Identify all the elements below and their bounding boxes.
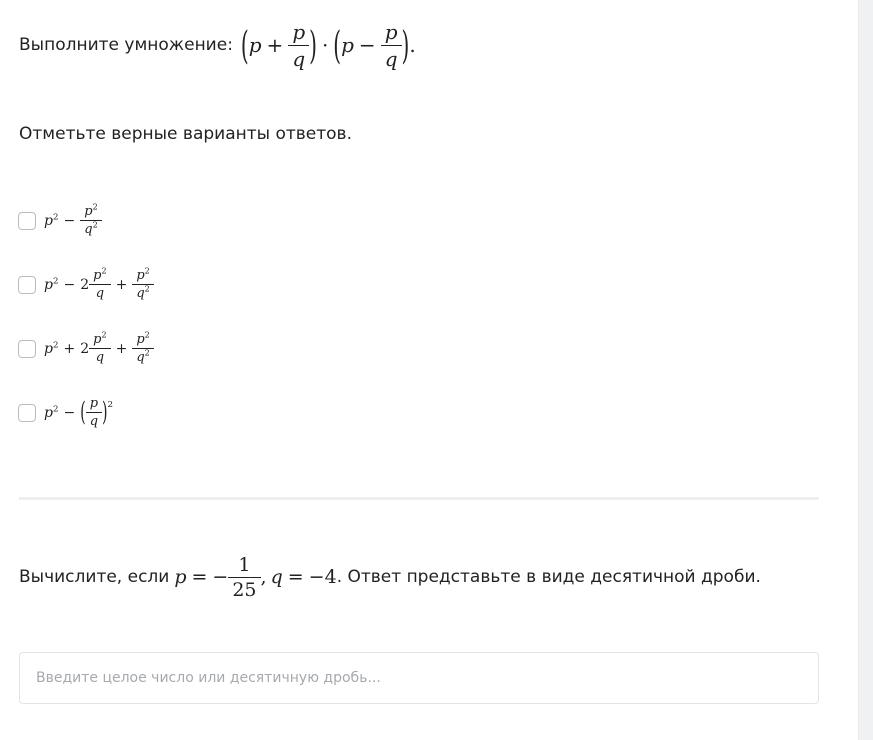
- question-2-suffix: . Ответ представьте в виде десятичной дроби.: [336, 567, 761, 587]
- option-3-checkbox[interactable]: [18, 340, 36, 358]
- answer-option-4[interactable]: [18, 396, 113, 429]
- question-2-expression: p = − $\frac{1}{25}$ , q = −4: [174, 553, 337, 601]
- question-2: [19, 552, 761, 602]
- question-1-instruction: Отметьте верные варианты ответов.: [19, 124, 352, 144]
- scrollbar-track[interactable]: [858, 0, 873, 740]
- option-1-checkbox[interactable]: [18, 212, 36, 230]
- answer-option-3[interactable]: [18, 332, 154, 365]
- option-2-checkbox[interactable]: [18, 276, 36, 294]
- answer-input[interactable]: [19, 652, 819, 704]
- q-value: −4: [308, 566, 337, 588]
- p-denominator: 25: [228, 577, 260, 601]
- question-2-prefix: Вычислите, если: [19, 567, 170, 587]
- option-3-expression: $p^2$ + 2 $\frac{p^2}{q}$ + $\frac{p^2}{q^2}$: [44, 332, 154, 365]
- option-4-checkbox[interactable]: [18, 404, 36, 422]
- question-1-expression: ( p + $\frac{p}{q}$ ) · ( p − $\frac{p}{q}$ ) .: [240, 19, 416, 71]
- question-1: [19, 20, 416, 70]
- option-2-expression: $p^2$ − 2 $\frac{p^2}{q}$ + $\frac{p^2}{q^2}$: [44, 268, 154, 301]
- answer-option-1[interactable]: [18, 204, 102, 237]
- answer-option-2[interactable]: [18, 268, 154, 301]
- section-divider: [19, 497, 819, 500]
- question-1-label: Выполните умножение:: [19, 35, 233, 55]
- option-4-expression: $p^2$ − ( $\frac{p}{q}$ ) $^2$: [44, 396, 114, 429]
- p-numerator: 1: [238, 553, 251, 576]
- option-1-expression: $p^2$ − $\frac{p^2}{q^2}$: [44, 204, 102, 237]
